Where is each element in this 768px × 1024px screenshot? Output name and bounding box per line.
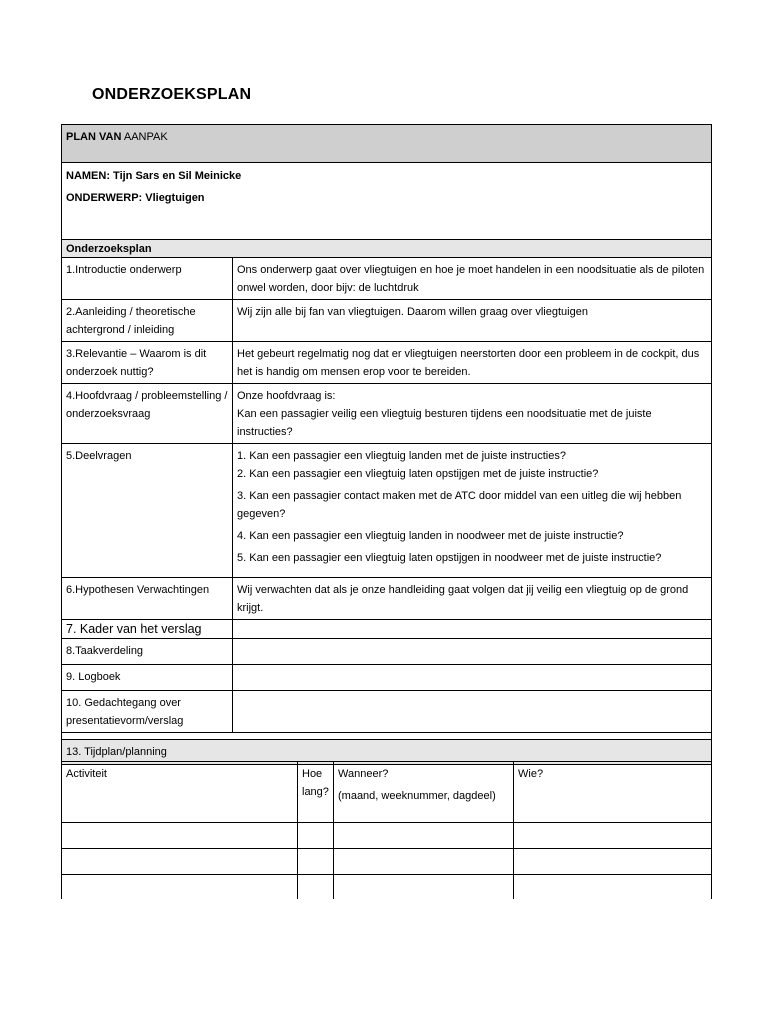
- row-label: 4.Hoofdvraag / probleemstelling / onderzoeksvraag: [62, 384, 233, 444]
- row-label: 7. Kader van het verslag: [62, 620, 233, 639]
- table-row: [62, 384, 712, 444]
- row-content: [233, 620, 712, 639]
- schedule-header-row: [62, 762, 712, 823]
- row-content: Het gebeurt regelmatig nog dat er vliegtuigen neerstorten door een probleem in de cockpit, dus het is handig om mensen erop voor te bereiden.: [233, 342, 712, 384]
- table-row: [62, 300, 712, 342]
- col-when: [334, 762, 514, 823]
- row-content: Wij zijn alle bij fan van vliegtuigen. Daarom willen graag over vliegtuigen: [233, 300, 712, 342]
- row-label: 2.Aanleiding / theoretische achtergrond / inleiding: [62, 300, 233, 342]
- subject-text: ONDERWERP: Vliegtuigen: [66, 192, 205, 204]
- table-row: [62, 620, 712, 639]
- table-row: [62, 665, 712, 691]
- table-row: [62, 849, 712, 875]
- col-activity: Activiteit: [62, 762, 298, 823]
- schedule-cell: [514, 849, 712, 875]
- schedule-cell: [62, 849, 298, 875]
- section-heading-row: [62, 240, 712, 258]
- schedule-cell: [298, 849, 334, 875]
- col-who: Wie?: [514, 762, 712, 823]
- spacer-cell: [62, 733, 712, 740]
- planning-heading: 13. Tijdplan/planning: [62, 740, 712, 765]
- schedule-table: [61, 761, 712, 899]
- schedule-cell: [334, 849, 514, 875]
- row-label: 6.Hypothesen Verwachtingen: [62, 578, 233, 620]
- row-label: 3.Relevantie – Waarom is dit onderzoek nuttig?: [62, 342, 233, 384]
- plan-header-rest: AANPAK: [121, 131, 168, 143]
- table-row: [62, 639, 712, 665]
- table-row: [62, 258, 712, 300]
- table-row: [62, 823, 712, 849]
- col-when-sub: (maand, weeknummer, dagdeel): [338, 790, 496, 802]
- table-row: [62, 875, 712, 900]
- names-row: [62, 163, 712, 240]
- names-text: NAMEN: Tijn Sars en Sil Meinicke: [66, 170, 242, 182]
- row-content: [233, 691, 712, 733]
- plan-header-row: [62, 125, 712, 163]
- row-label: 5.Deelvragen: [62, 444, 233, 578]
- row-content: Onze hoofdvraag is: Kan een passagier veilig een vliegtuig besturen tijdens een noodsituatie met de juiste instructies?: [233, 384, 712, 444]
- table-row: [62, 444, 712, 578]
- spacer-row: [62, 733, 712, 740]
- table-row: [62, 342, 712, 384]
- row-label: 9. Logboek: [62, 665, 233, 691]
- schedule-cell: [514, 875, 712, 900]
- row-content: Ons onderwerp gaat over vliegtuigen en hoe je moet handelen in een noodsituatie als de piloten onwel worden, door bijv: de luchtdruk: [233, 258, 712, 300]
- section-heading: Onderzoeksplan: [62, 240, 712, 258]
- row-content: [233, 639, 712, 665]
- names-cell: [62, 163, 712, 240]
- schedule-cell: [298, 823, 334, 849]
- table-row: [62, 578, 712, 620]
- row-content: 1. Kan een passagier een vliegtuig landen met de juiste instructies? 2. Kan een passagier een vliegtuig laten opstijgen met de juiste instructie? 3. Kan een passagier contact maken met de ATC door middel van een uitleg die wij hebben gegeven? 4. Kan een passagier een vliegtuig landen in noodweer met de juiste instructie? 5. Kan een passagier een vliegtuig laten opstijgen in noodweer met de juiste instructie?: [233, 444, 712, 578]
- plan-table: [61, 124, 712, 765]
- schedule-cell: [298, 875, 334, 900]
- schedule-cell: [62, 875, 298, 900]
- table-row: [62, 691, 712, 733]
- col-when-label: Wanneer?: [338, 768, 389, 780]
- schedule-cell: [334, 875, 514, 900]
- col-duration: Hoe lang?: [298, 762, 334, 823]
- row-label: 1.Introductie onderwerp: [62, 258, 233, 300]
- plan-header-cell: [62, 125, 712, 163]
- document-title: ONDERZOEKSPLAN: [92, 86, 252, 103]
- row-content: [233, 665, 712, 691]
- schedule-cell: [514, 823, 712, 849]
- plan-header-bold: PLAN VAN: [66, 131, 122, 143]
- row-content: Wij verwachten dat als je onze handleiding gaat volgen dat jij veilig een vliegtuig op de grond krijgt.: [233, 578, 712, 620]
- row-label: 10. Gedachtegang over presentatievorm/verslag: [62, 691, 233, 733]
- schedule-cell: [334, 823, 514, 849]
- schedule-cell: [62, 823, 298, 849]
- row-label: 8.Taakverdeling: [62, 639, 233, 665]
